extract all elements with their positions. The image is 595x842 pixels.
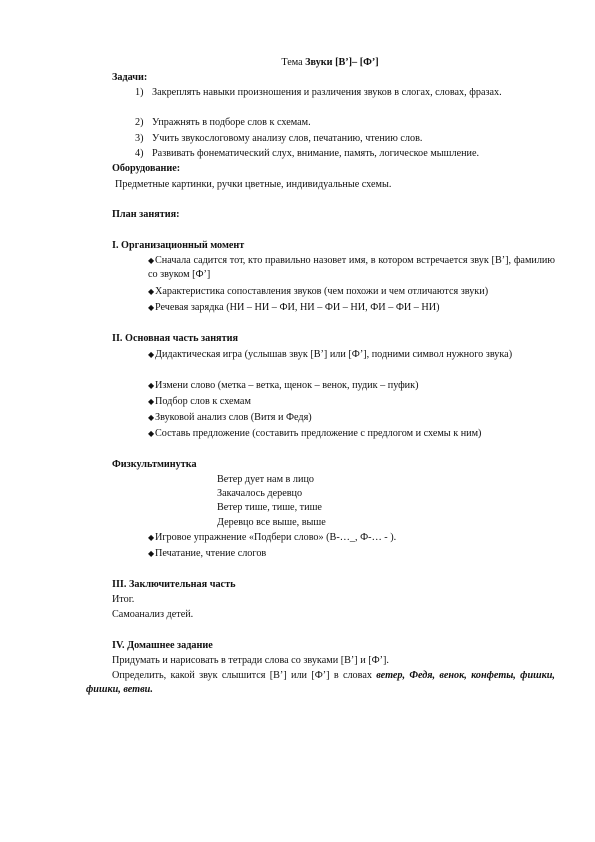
bullet-icon: ◆ [148,397,155,406]
task-item: 4) Развивать фонематический слух, внимание, память, логическое мышление. [135,148,480,159]
list-item: ◆Игровое упражнение «Подбери слово» (В-…_, Ф-… - ). [148,531,555,545]
bullet-icon: ◆ [148,381,155,390]
bullet-icon: ◆ [148,533,155,542]
poem-line: Деревцо все выше, выше [217,517,326,528]
task-item: 2) Упражнять в подборе слов к схемам. [135,117,311,128]
poem-line: Ветер дует нам в лицо [217,474,314,485]
physminute-heading: Физкультминутка [112,459,197,470]
list-item: ◆Измени слово (метка – ветка, щенок – венок, пудик – пуфик) [148,379,555,393]
list-item: ◆Речевая зарядка (НИ – НИ – ФИ, НИ – ФИ – НИ, ФИ – ФИ – НИ) [148,301,555,315]
section4-heading: IV. Домашнее задание [112,640,213,651]
section3-line: Самоанализ детей. [112,609,194,620]
tasks-heading: Задачи: [112,72,148,83]
title-topic: Звуки [В’]– [Ф’] [305,57,379,68]
bullet-icon: ◆ [148,303,155,312]
poem-line: Ветер тише, тише, тише [217,502,322,513]
section3-heading: III. Заключительная часть [112,579,236,590]
page-title [0,56,595,70]
homework-paragraph: Определить, какой звук слышится [В’] или [Ф’] в словах ветер, Федя, венок, конфеты, фишки, фишки, ветви. [86,670,555,696]
bullet-icon: ◆ [148,413,155,422]
plan-heading: План занятия: [112,209,180,220]
title-prefix: Тема [281,57,303,68]
equipment-text: Предметные картинки, ручки цветные, индивидуальные схемы. [115,179,392,190]
section3-line: Итог. [112,594,135,605]
equipment-heading: Оборудование: [112,163,181,174]
list-item: ◆Дидактическая игра (услышав звук [В’] или [Ф’], подними символ нужного звука) [148,348,555,362]
bullet-icon: ◆ [148,350,155,359]
list-item: ◆Подбор слов к схемам [148,395,555,409]
bullet-icon: ◆ [148,429,155,438]
list-item: ◆Составь предложение (составить предложение с предлогом и схемы к ним) [148,427,555,441]
poem-line: Закачалось деревцо [217,488,303,499]
bullet-icon: ◆ [148,549,155,558]
homework-line: Придумать и нарисовать в тетради слова со звуками [В’] и [Ф’]. [112,655,389,666]
bullet-icon: ◆ [148,256,155,265]
list-item: ◆Характеристика сопоставления звуков (чем похожи и чем отличаются звуки) [148,285,555,299]
list-item: ◆Печатание, чтение слогов [148,547,555,561]
list-item: ◆Сначала садится тот, кто правильно назовет имя, в котором встречается звук [В’], фамилию со звуком [Ф’] [148,255,555,281]
bullet-icon: ◆ [148,287,155,296]
section2-heading: II. Основная часть занятия [112,333,238,344]
section1-heading: I. Организационный момент [112,240,245,251]
list-item: ◆Звуковой анализ слов (Витя и Федя) [148,411,555,425]
task-item: 3) Учить звукослоговому анализу слов, печатанию, чтению слов. [135,133,423,144]
task-item: 1) Закреплять навыки произношения и различения звуков в слогах, словах, фразах. [135,87,502,98]
